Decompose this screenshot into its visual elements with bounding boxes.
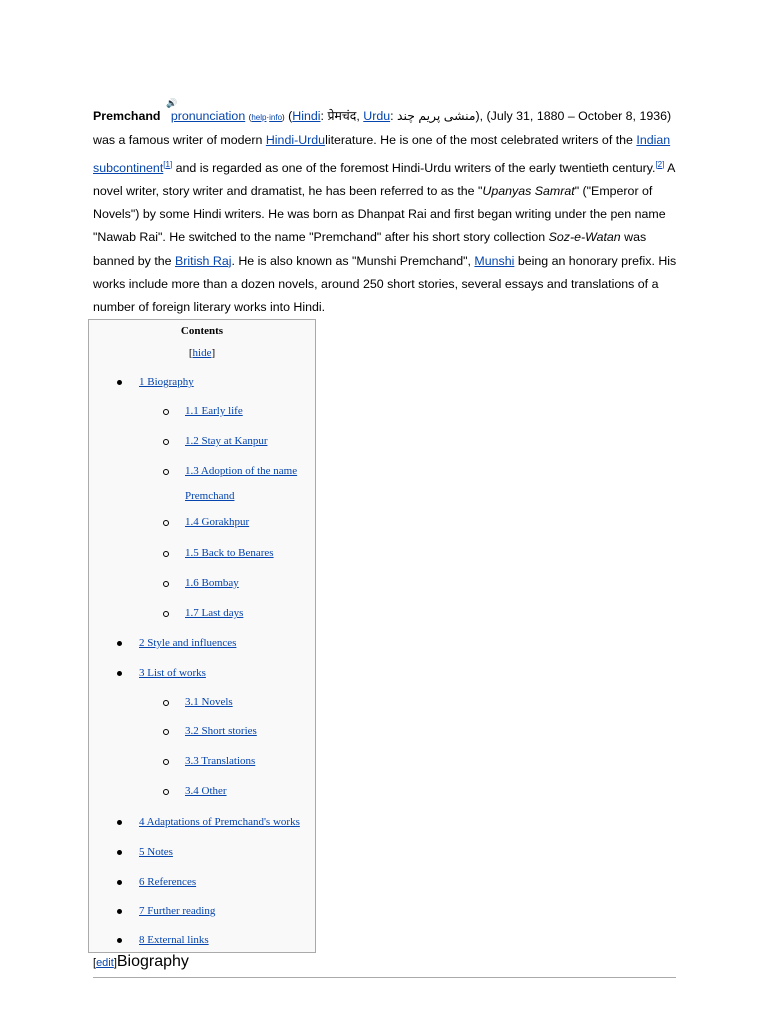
upanyas-samrat: Upanyas Samrat [482, 183, 575, 198]
toc-item[interactable]: 3.2 Short stories [185, 725, 257, 737]
toc-hide-toggle: [hide] [188, 347, 216, 359]
toc-item[interactable]: 1.4 Gorakhpur [185, 516, 250, 528]
help-info-links: (help·info) [248, 113, 285, 122]
toc-item[interactable]: 1.7 Last days [185, 607, 244, 619]
info-link[interactable]: info [269, 113, 283, 122]
toc-bullet [117, 880, 122, 885]
toc-sub-bullet [163, 789, 169, 795]
hindi-urdu-link[interactable]: Hindi-Urdu [265, 133, 326, 148]
section-title: Biography [116, 953, 189, 970]
toc-bullet [117, 380, 122, 385]
toc-item[interactable]: 1 Biography [139, 376, 194, 388]
hindi-script: प्रेमचंद [327, 109, 357, 123]
toc-sub-bullet [163, 759, 169, 765]
toc-item[interactable]: 5 Notes [139, 846, 173, 858]
toc-item[interactable]: 1.2 Stay at Kanpur [185, 435, 268, 447]
toc-item[interactable]: 7 Further reading [139, 905, 216, 917]
toc-sub-bullet [163, 700, 169, 706]
article-subject: Premchand [93, 109, 161, 123]
toc-title: Contents [180, 325, 224, 337]
urdu-link[interactable]: Urdu [363, 109, 391, 123]
reference-2[interactable]: [2] [655, 159, 665, 169]
toc-bullet [117, 909, 122, 914]
toc-item[interactable]: 4 Adaptations of Premchand's works [139, 816, 300, 828]
toc-hide-link[interactable]: hide [192, 347, 212, 359]
toc-sub-bullet [163, 469, 169, 475]
toc-item[interactable]: 1.3 Adoption of the name [185, 465, 298, 477]
edit-link[interactable]: edit [96, 957, 114, 969]
reference-1[interactable]: [1] [163, 159, 173, 169]
toc-item[interactable]: 1.1 Early life [185, 405, 243, 417]
toc-item[interactable]: 1.5 Back to Benares [185, 547, 274, 559]
toc-item[interactable]: 3.4 Other [185, 785, 227, 797]
intro-paragraph: Premchand pronunciation (help·info) (Hindi: प्रेमचंद, Urdu: منشی پریم چند), (July 31, 1880 – October 8, 1936) was a famous writer of modern Hindi-Urduliterature. He is one of the most celebrated writers of the Indian subcontinent[1] and is regarded as one of the foremost Hindi-Urdu writers of the early twentieth century.[2] A novel writer, story writer and dramatist, he has been referred to as the "Upanyas Samrat" ("Emperor of Novels") by some Hindi writers. He was born as Dhanpat Rai and first began writing under the pen name "Nawab Rai". He switched to the name "Premchand" after his short story collection Soz-e-Watan was banned by the British Raj. He is also known as "Munshi Premchand", Munshi being an honorary prefix. His works include more than a dozen novels, around 250 short stories, several essays and translations of a number of foreign literary works into Hindi. [93, 109, 677, 315]
toc-sub-bullet [163, 729, 169, 735]
urdu-script: منشی پریم چند [397, 109, 476, 123]
munshi-link[interactable]: Munshi [474, 253, 515, 268]
edit-section: [edit] [93, 957, 117, 969]
soz-e-watan: Soz-e-Watan [548, 230, 621, 245]
toc-item-continuation[interactable]: Premchand [185, 490, 235, 502]
table-of-contents [88, 319, 316, 953]
toc-bullet [117, 820, 122, 825]
toc-item[interactable]: 6 References [139, 876, 197, 888]
toc-bullet [117, 850, 122, 855]
toc-item[interactable]: 3.1 Novels [185, 696, 233, 708]
hindi-link[interactable]: Hindi [292, 109, 321, 123]
toc-bullet [117, 641, 122, 646]
speaker-icon[interactable]: 🔊 [166, 98, 178, 108]
section-heading-biography [93, 953, 189, 971]
toc-item[interactable]: 2 Style and influences [139, 637, 237, 649]
help-link[interactable]: help [251, 113, 267, 122]
toc-sub-bullet [163, 409, 169, 415]
toc-bullet [117, 938, 122, 943]
toc-item[interactable]: 8 External links [139, 934, 209, 946]
toc-sub-bullet [163, 611, 169, 617]
toc-sub-bullet [163, 581, 169, 587]
british-raj-link[interactable]: British Raj [175, 253, 232, 268]
toc-sub-bullet [163, 551, 169, 557]
toc-item[interactable]: 3 List of works [139, 667, 206, 679]
toc-sub-bullet [163, 439, 169, 445]
toc-item[interactable]: 3.3 Translations [185, 755, 256, 767]
toc-sub-bullet [163, 520, 169, 526]
toc-item[interactable]: 1.6 Bombay [185, 577, 239, 589]
indian-subcontinent-link[interactable]: Indian subcontinent [93, 133, 671, 175]
section-divider [93, 977, 676, 978]
pronunciation-link[interactable]: pronunciation [170, 109, 246, 123]
toc-bullet [117, 671, 122, 676]
